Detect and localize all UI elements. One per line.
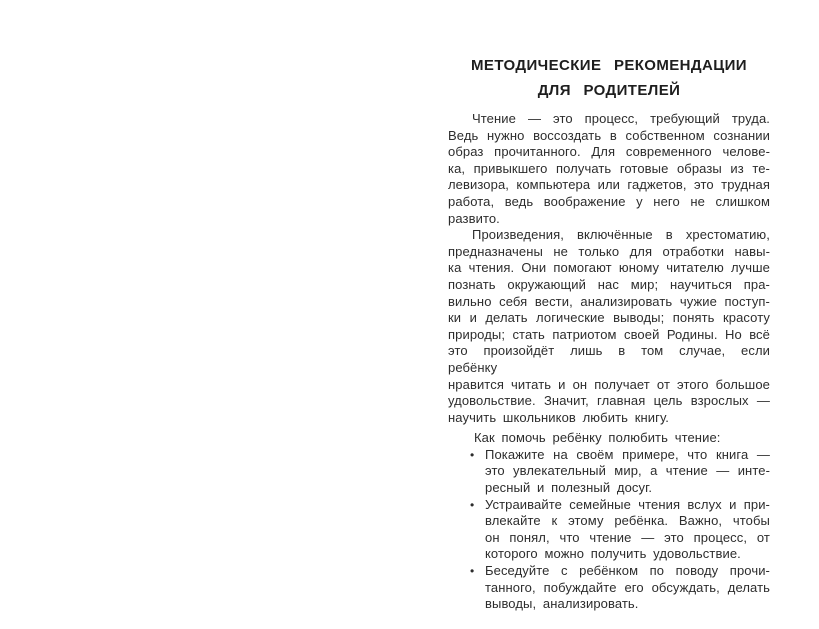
text-line: которого можно получить удовольствие. xyxy=(485,546,741,562)
text-line: ка чтения. Они помогают юному читателю лучше xyxy=(448,260,770,276)
text-line: ки и делать логические выводы; понять красоту xyxy=(448,310,770,326)
text-line: нравится читать и он получает от этого большое xyxy=(448,376,770,392)
list-intro: Как помочь ребёнку полюбить чтение: xyxy=(474,430,721,446)
text-line: работа, ведь воображение у него не слишком xyxy=(448,193,770,209)
bullet-icon: • xyxy=(470,564,475,579)
text-line: Беседуйте с ребёнком по поводу прочи- xyxy=(485,563,770,579)
text-line: танного, побуждайте его обсуждать, делать xyxy=(485,579,770,595)
text-line: природы; стать патриотом своей Родины. Но всё xyxy=(448,326,770,342)
bullet-item-text xyxy=(485,563,770,613)
text-line: Произведения, включённые в хрестоматию, xyxy=(472,227,770,243)
text-line: удовольствие. Значит, главная цель взрослых — xyxy=(448,393,770,409)
text-line: Чтение — это процесс, требующий труда. xyxy=(472,111,770,126)
bullet-list xyxy=(448,447,770,613)
page-title-line-1: МЕТОДИЧЕСКИЕ РЕКОМЕНДАЦИИ xyxy=(471,57,747,74)
text-line: ка, привыкшего получать готовые образы из те- xyxy=(448,160,770,176)
text-line: Устраивайте семейные чтения вслух и при- xyxy=(485,496,770,512)
bullet-icon: • xyxy=(470,497,475,512)
text-line: это увлекательный мир, а чтение — инте- xyxy=(485,463,770,479)
text-line: развито. xyxy=(448,210,500,226)
bullet-item-text xyxy=(485,497,770,563)
text-line: вильно себя вести, анализировать чужие поступ- xyxy=(448,293,770,309)
text-line: влекайте к этому ребёнка. Важно, чтобы xyxy=(485,513,770,529)
text-line: он понял, что чтение — это процесс, от xyxy=(485,529,770,545)
body-text xyxy=(448,111,770,613)
bullet-item-3 xyxy=(448,563,770,613)
text-line: образ прочитанного. Для современного челове- xyxy=(448,144,770,160)
text-line: это произойдёт лишь в том случае, если ребёнку xyxy=(448,343,770,375)
paragraph-2 xyxy=(448,227,770,426)
bullet-icon: • xyxy=(470,447,475,462)
text-line: научить школьников любить книгу. xyxy=(448,409,669,425)
text-line: познать окружающий нас мир; научиться пра- xyxy=(448,276,770,292)
page-title xyxy=(448,53,770,103)
text-column xyxy=(448,53,770,613)
bullet-item-2 xyxy=(448,497,770,563)
text-line: Покажите на своём примере, что книга — xyxy=(485,446,770,462)
bullet-item-text xyxy=(485,447,770,497)
bullet-item-1 xyxy=(448,447,770,497)
text-line: ресный и полезный досуг. xyxy=(485,480,653,496)
text-line: предназначены не только для отработки навы- xyxy=(448,243,770,259)
page-title-line-2: ДЛЯ РОДИТЕЛЕЙ xyxy=(537,82,681,99)
text-line: выводы, анализировать. xyxy=(485,596,639,612)
text-line: Ведь нужно воссоздать в собственном сознании xyxy=(448,127,770,143)
text-line: левизора, компьютера или гаджетов, это трудная xyxy=(448,177,770,193)
paragraph-1 xyxy=(448,111,770,227)
